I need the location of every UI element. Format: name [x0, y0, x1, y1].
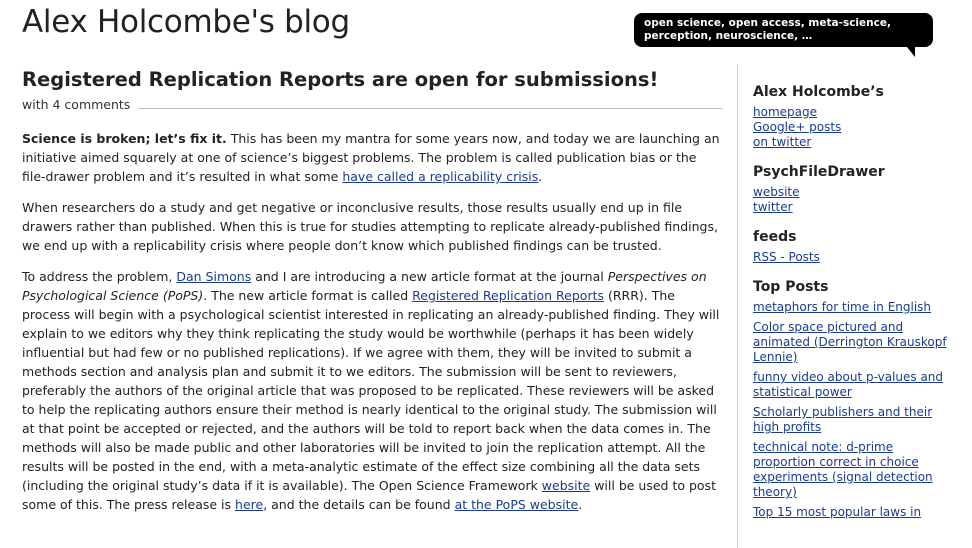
lead-bold: Science is broken; let’s fix it. [22, 131, 227, 146]
rrr-link[interactable]: Registered Replication Reports [412, 288, 605, 303]
paragraph-3-text-d: (RRR). The process will begin with a psychological scientist interested in replicating an already-published finding. They will explain to we editors why they think replicating the study would be worthwhile (perhaps it has been widely influential but had few or no published replications). If we agree with them, they will be invited to submit a methods section and analysis plan and submit it to we editors. The submission will be sent to reviewers, preferably the authors of the original article that was proposed to be replicated. These reviewers will be asked to help the replicating authors ensure their method is nearly identical to the original study. The submission will at that point be accepted or rejected, and the authors will be told to report back when the data comes in. The methods will also be made public and other laboratories will be invited to join the replication attempt. All the results will be posted in the end, with a meta-analytic estimate of the effect size combining all the data sets (including the original study’s data if it is available). The Open Science Framework [22, 288, 720, 493]
press-release-link[interactable]: here [235, 497, 264, 512]
paragraph-3-text-f: , and the details can be found [263, 497, 455, 512]
top-posts-widget [753, 279, 953, 520]
pfd-twitter-link[interactable]: twitter [753, 200, 793, 214]
post [22, 68, 722, 526]
paragraph-3-text-e: will be used to post some of this. The press release is [22, 478, 716, 512]
homepage-link[interactable]: homepage [753, 105, 817, 119]
osf-website-link[interactable]: website [541, 478, 591, 493]
top-post-link[interactable]: technical note: d-prime proportion correct in choice experiments (signal detection theory) [753, 440, 933, 499]
twitter-link[interactable]: on twitter [753, 135, 812, 149]
feeds-widget-title: feeds [753, 229, 797, 245]
top-post-link[interactable]: Top 15 most popular laws in [753, 505, 922, 519]
post-body [22, 129, 722, 514]
meta-divider [138, 108, 722, 109]
post-title[interactable]: Registered Replication Reports are open for submissions! [22, 68, 659, 91]
paragraph-3-text-c: . The new article format is called [203, 288, 413, 303]
journal-name: Perspectives on Psychological Science (PoPS) [22, 269, 707, 303]
post-meta [22, 97, 722, 112]
feeds-widget [753, 229, 953, 265]
paragraph-1-text: This has been my mantra for some years now, and today we are launching an initiative aimed squarely at one of science’s biggest problems. The problem is called publication bias or the file-drawer problem and it’s resulted in what some [22, 131, 720, 184]
top-post-link[interactable]: Color space pictured and animated (Derrington Krauskopf Lennie) [753, 320, 947, 364]
paragraph-3-end: . [578, 497, 583, 512]
sidebar-divider [737, 64, 738, 548]
alex-widget [753, 84, 953, 150]
google-plus-link[interactable]: Google+ posts [753, 120, 842, 134]
rss-posts-link[interactable]: RSS - Posts [753, 250, 820, 264]
paragraph-1-end: . [538, 169, 543, 184]
paragraph-3 [22, 267, 722, 514]
comments-link[interactable]: with 4 comments [22, 97, 131, 112]
tagline-bubble: open science, open access, meta-science, perception, neuroscience, … [634, 13, 933, 47]
sidebar [753, 84, 953, 534]
top-post-link[interactable]: Scholarly publishers and their high profits [753, 405, 933, 434]
alex-widget-title: Alex Holcombe’s [753, 84, 884, 100]
paragraph-3-text-b: and I are introducing a new article format at the journal [251, 269, 608, 284]
paragraph-1 [22, 129, 722, 186]
top-posts-widget-title: Top Posts [753, 279, 829, 295]
paragraph-2: When researchers do a study and get negative or inconclusive results, those results usually end up in file drawers rather than published. When this is true for studies attempting to replicate already-published findings, we end up with a replicability crisis where people don’t know which published findings can be trusted. [22, 200, 718, 253]
dan-simons-link[interactable]: Dan Simons [176, 269, 252, 284]
blog-title[interactable]: Alex Holcombe's blog [22, 4, 350, 40]
psychfiledrawer-widget [753, 164, 953, 215]
top-post-link[interactable]: metaphors for time in English [753, 300, 932, 314]
paragraph-3-text-a: To address the problem, [22, 269, 177, 284]
psychfiledrawer-widget-title: PsychFileDrawer [753, 164, 885, 180]
pops-website-link[interactable]: at the PoPS website [454, 497, 579, 512]
pfd-website-link[interactable]: website [753, 185, 800, 199]
replicability-crisis-link[interactable]: have called a replicability crisis [342, 169, 539, 184]
top-post-link[interactable]: funny video about p-values and statistical power [753, 370, 944, 399]
